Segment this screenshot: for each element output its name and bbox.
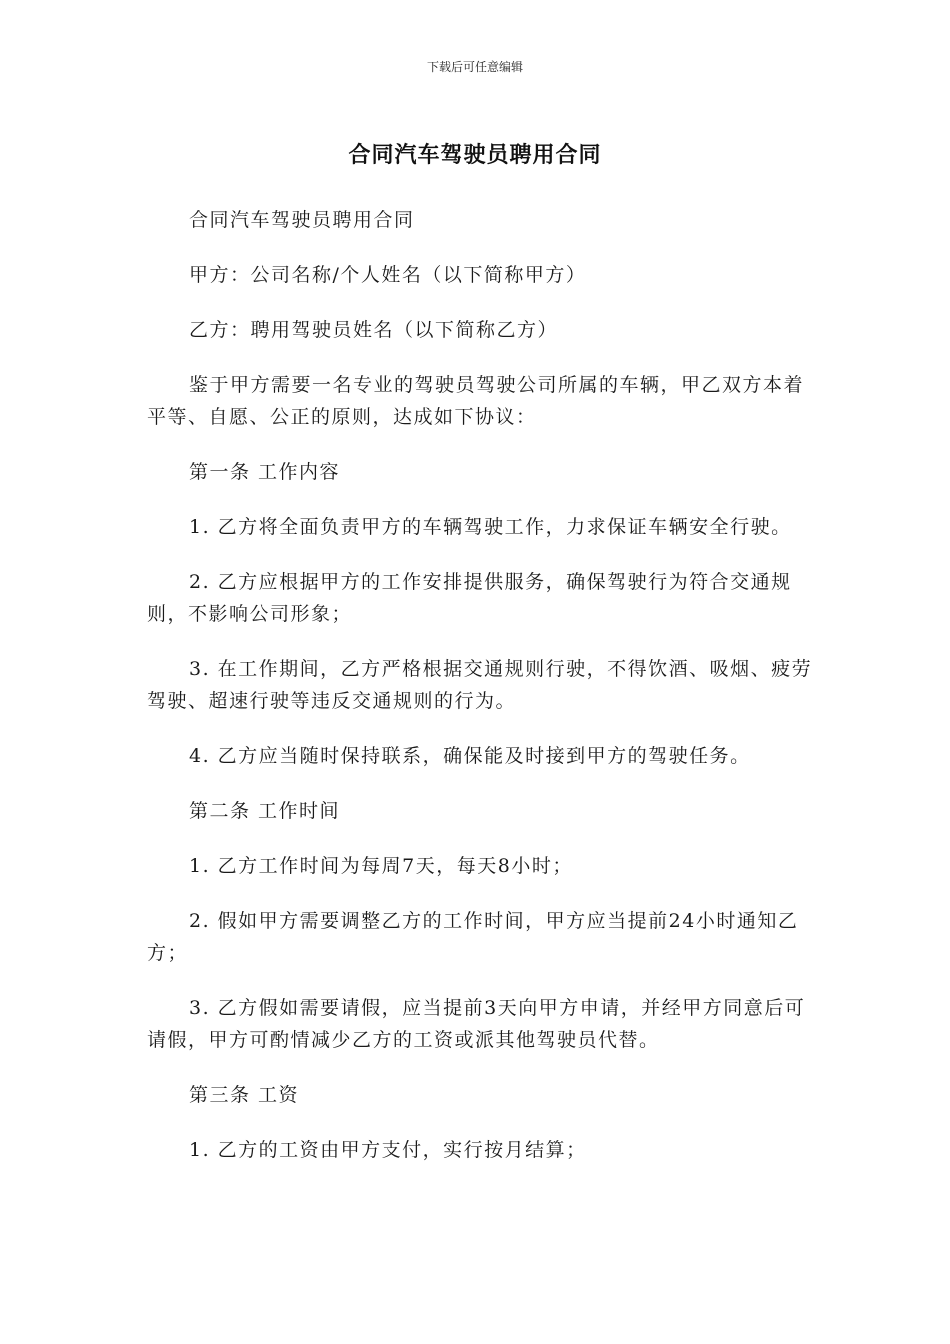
paragraph-subtitle: 合同汽车驾驶员聘用合同 [189,209,415,231]
document-title: 合同汽车驾驶员聘用合同 [348,143,602,168]
document-body [147,204,817,1189]
section-heading-3: 第三条 工资 [189,1084,300,1106]
section-heading-2: 第二条 工作时间 [189,800,341,822]
clause-1-3: 3. 在工作期间，乙方严格根据交通规则行驶，不得饮酒、吸烟、疲劳驾驶、超速行驶等违反交通规则的行为。 [147,658,813,712]
clause-1-2: 2. 乙方应根据甲方的工作安排提供服务，确保驾驶行为符合交通规则，不影响公司形象； [147,571,792,625]
clause-2-1: 1. 乙方工作时间为每周7天，每天8小时； [189,855,573,877]
paragraph-preamble: 鉴于甲方需要一名专业的驾驶员驾驶公司所属的车辆，甲乙双方本着平等、自愿、公正的原则，达成如下协议： [147,374,805,428]
header-note: 下载后可任意编辑 [426,60,523,74]
paragraph-party-b: 乙方：聘用驾驶员姓名（以下简称乙方） [189,319,559,341]
clause-2-2: 2. 假如甲方需要调整乙方的工作时间，甲方应当提前24小时通知乙方； [147,910,799,964]
clause-3-1: 1. 乙方的工资由甲方支付，实行按月结算； [189,1139,587,1161]
paragraph-party-a: 甲方：公司名称/个人姓名（以下简称甲方） [189,264,587,286]
section-heading-1: 第一条 工作内容 [189,461,341,483]
clause-1-4: 4. 乙方应当随时保持联系，确保能及时接到甲方的驾驶任务。 [189,745,751,767]
clause-1-1: 1. 乙方将全面负责甲方的车辆驾驶工作，力求保证车辆安全行驶。 [189,516,792,538]
clause-2-3: 3. 乙方假如需要请假，应当提前3天向甲方申请，并经甲方同意后可请假，甲方可酌情减少乙方的工资或派其他驾驶员代替。 [147,997,806,1051]
